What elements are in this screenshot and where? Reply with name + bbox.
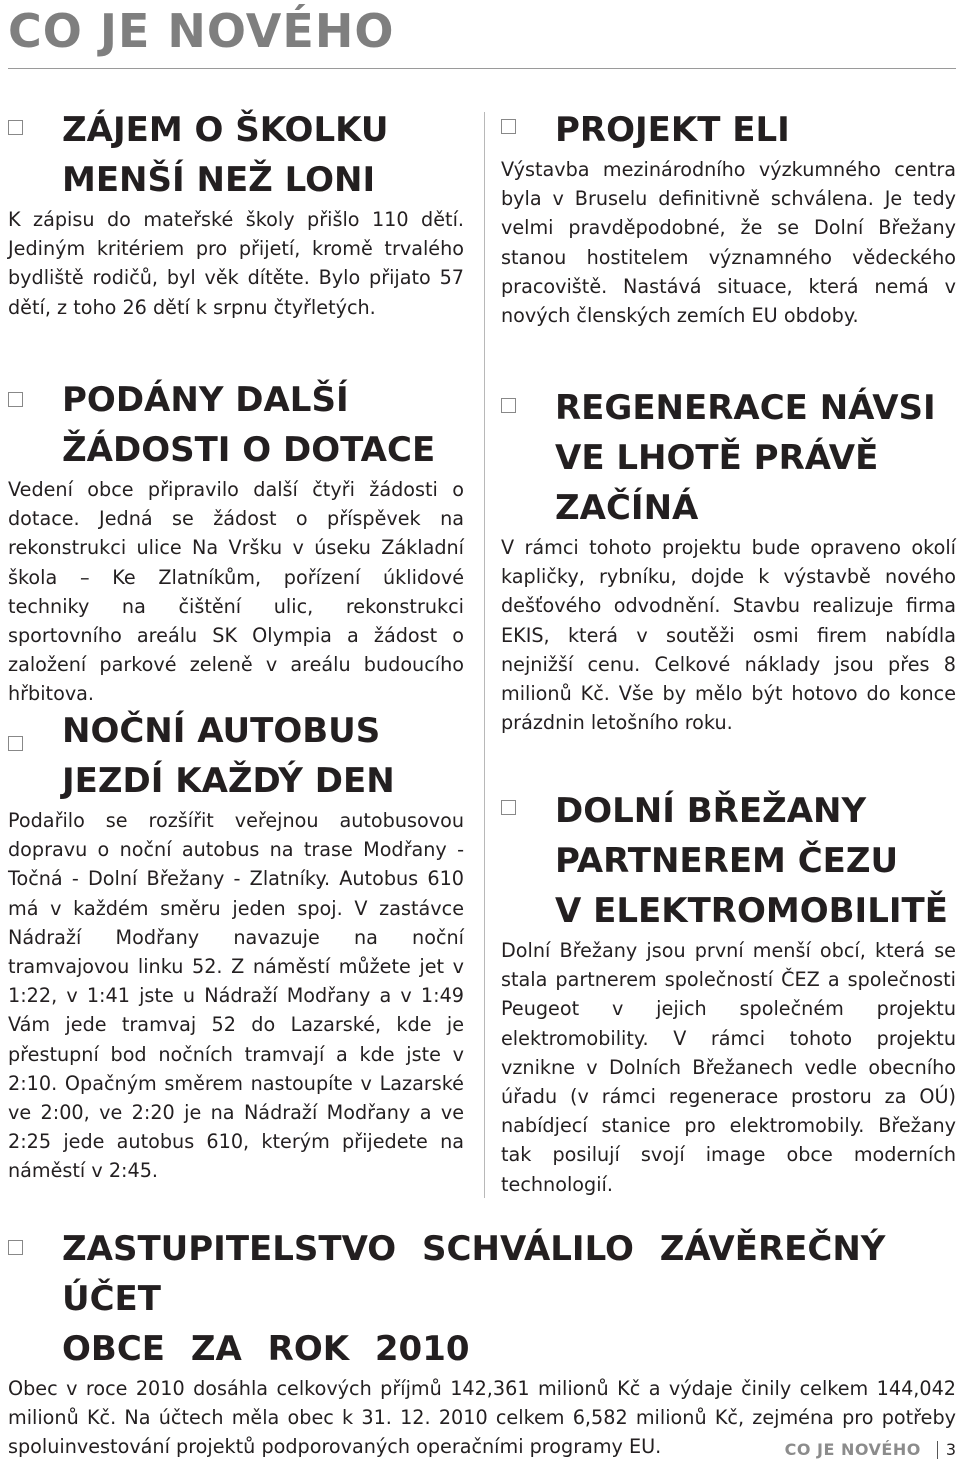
headline-line: REGENERACE NÁVSI xyxy=(555,388,936,428)
headline-line: PARTNEREM ČEZU xyxy=(555,841,899,881)
article-elektromobilita xyxy=(501,786,956,1199)
section-title: CO JE NOVÉHO xyxy=(8,4,395,58)
article-body: Podařilo se rozšířit veřejnou autobusovou dopravu o noční autobus na trase Modřany - Točná - Dolní Břežany - Zlatníky. Autobus 610 má v každém směru jeden spoj. V zastávce Nádraží Modřany navazuje na noční tramvajovou linku 52. Z náměstí můžete jet v 1:22, v 1:41 jste u Nádraží Modřany a v 1:49 Vám jede tramvaj 52 do Lazarské, kde je přestupní bod nočních tramvají a kde jste v 2:10. Opačným směrem nastoupíte v Lazarské ve 2:00, ve 2:20 je na Nádraží Modřany a ve 2:25 jede autobus 610, kterým přijedete na náměstí v 2:45. xyxy=(8,809,464,1183)
headline-line: ZÁJEM O ŠKOLKU xyxy=(62,110,389,150)
article-body: K zápisu do mateřské školy přišlo 110 dětí. Jediným kritériem pro přijetí, kromě trvalého bydliště rodičů, byl věk dítěte. Bylo přijato 57 dětí, z toho 26 dětí k srpnu čtyřletých. xyxy=(8,208,464,319)
headline-line: OBCE ZA ROK 2010 xyxy=(62,1329,470,1369)
article-regenerace-navsi xyxy=(501,383,956,737)
article-projekt-eli xyxy=(501,105,956,330)
square-bullet-icon xyxy=(501,800,516,815)
article-body: Obec v roce 2010 dosáhla celkových příjmů 142,361 milionů Kč a výdaje činily celkem 144,042 milionů Kč. Na účtech měla obec k 31. 12. 2010 celkem 6,582 milionů Kč, zejména pro potřeby spoluinvestování projektů podporovaných operačními programy EU. xyxy=(8,1377,956,1459)
article-headline xyxy=(8,706,464,806)
article-body: Vedení obce připravilo další čtyři žádosti o dotace. Jedná se žádost o příspěvek na rekonstrukci ulice Na Vršku v úseku Základní škola – Ke Zlatníkům, pořízení úklidové techniky na čištění ulic, rekonstrukci sportovního areálu SK Olympia a žádost o založení parkové zeleně v areálu budoucího hřbitova. xyxy=(8,478,464,706)
headline-line: JEZDÍ KAŽDÝ DEN xyxy=(62,761,395,801)
article-headline xyxy=(501,105,956,155)
article-zaverecny-ucet xyxy=(8,1224,956,1462)
article-body: Dolní Břežany jsou první menší obcí, která se stala partnerem společností ČEZ a společnosti Peugeot v jejich společném projektu elektromobility. V rámci tohoto projektu vznikne v Dolních Břežanech vedle obecního úřadu (v rámci regenerace prostoru za OÚ) nabídjecí stanice pro elektromobily. Břežany tak posilují svojí image obce moderních technologií. xyxy=(501,939,956,1196)
article-headline xyxy=(501,383,956,533)
article-skolka xyxy=(8,105,464,322)
article-headline xyxy=(8,375,464,475)
headline-line: VE LHOTĚ PRÁVĚ xyxy=(555,438,879,478)
square-bullet-icon xyxy=(8,1240,23,1255)
headline-line: V ELEKTROMOBILITĚ xyxy=(555,891,948,931)
article-nocni-autobus xyxy=(8,706,464,1186)
article-headline xyxy=(501,786,956,936)
square-bullet-icon xyxy=(8,736,23,751)
square-bullet-icon xyxy=(8,392,23,407)
article-headline xyxy=(8,105,464,205)
article-body: Výstavba mezinárodního výzkumného centra byla v Bruselu definitivně schválena. Je tedy velmi pravděpodobné, že se Dolní Břežany stanou hostitelem významného vědeckého pracoviště. Nastává situace, která nemá v nových členských zemích EU obdoby. xyxy=(501,158,956,328)
article-headline xyxy=(8,1224,956,1374)
page-footer xyxy=(785,1440,956,1459)
square-bullet-icon xyxy=(8,120,23,135)
headline-line: NOČNÍ AUTOBUS xyxy=(62,711,381,751)
headline-line: ZASTUPITELSTVO SCHVÁLILO ZÁVĚREČNÝ ÚČET xyxy=(62,1229,886,1319)
headline-line: MENŠÍ NEŽ LONI xyxy=(62,160,376,200)
headline-line: ŽÁDOSTI O DOTACE xyxy=(62,430,436,470)
square-bullet-icon xyxy=(501,119,516,134)
square-bullet-icon xyxy=(501,398,516,413)
article-dotace xyxy=(8,375,464,709)
headline-line: PODÁNY DALŠÍ xyxy=(62,380,349,420)
title-divider xyxy=(8,68,956,69)
article-body: V rámci tohoto projektu bude opraveno okolí kapličky, rybníku, dojde k výstavbě nového dešťového odvodnění. Stavbu realizuje firma EKIS, která v soutěži osmi firem nabídla nejnižší cenu. Celkové náklady jsou přes 8 milionů Kč. Vše by mělo být hotovo do konce prázdnin letošního roku. xyxy=(501,536,956,735)
headline-line: DOLNÍ BŘEŽANY xyxy=(555,791,867,831)
column-divider xyxy=(484,112,485,1198)
footer-divider xyxy=(937,1441,938,1459)
headline-line: PROJEKT ELI xyxy=(555,110,790,150)
page-number: 3 xyxy=(945,1440,956,1459)
footer-section-title: CO JE NOVÉHO xyxy=(784,1440,921,1459)
headline-line: ZAČÍNÁ xyxy=(555,488,699,528)
